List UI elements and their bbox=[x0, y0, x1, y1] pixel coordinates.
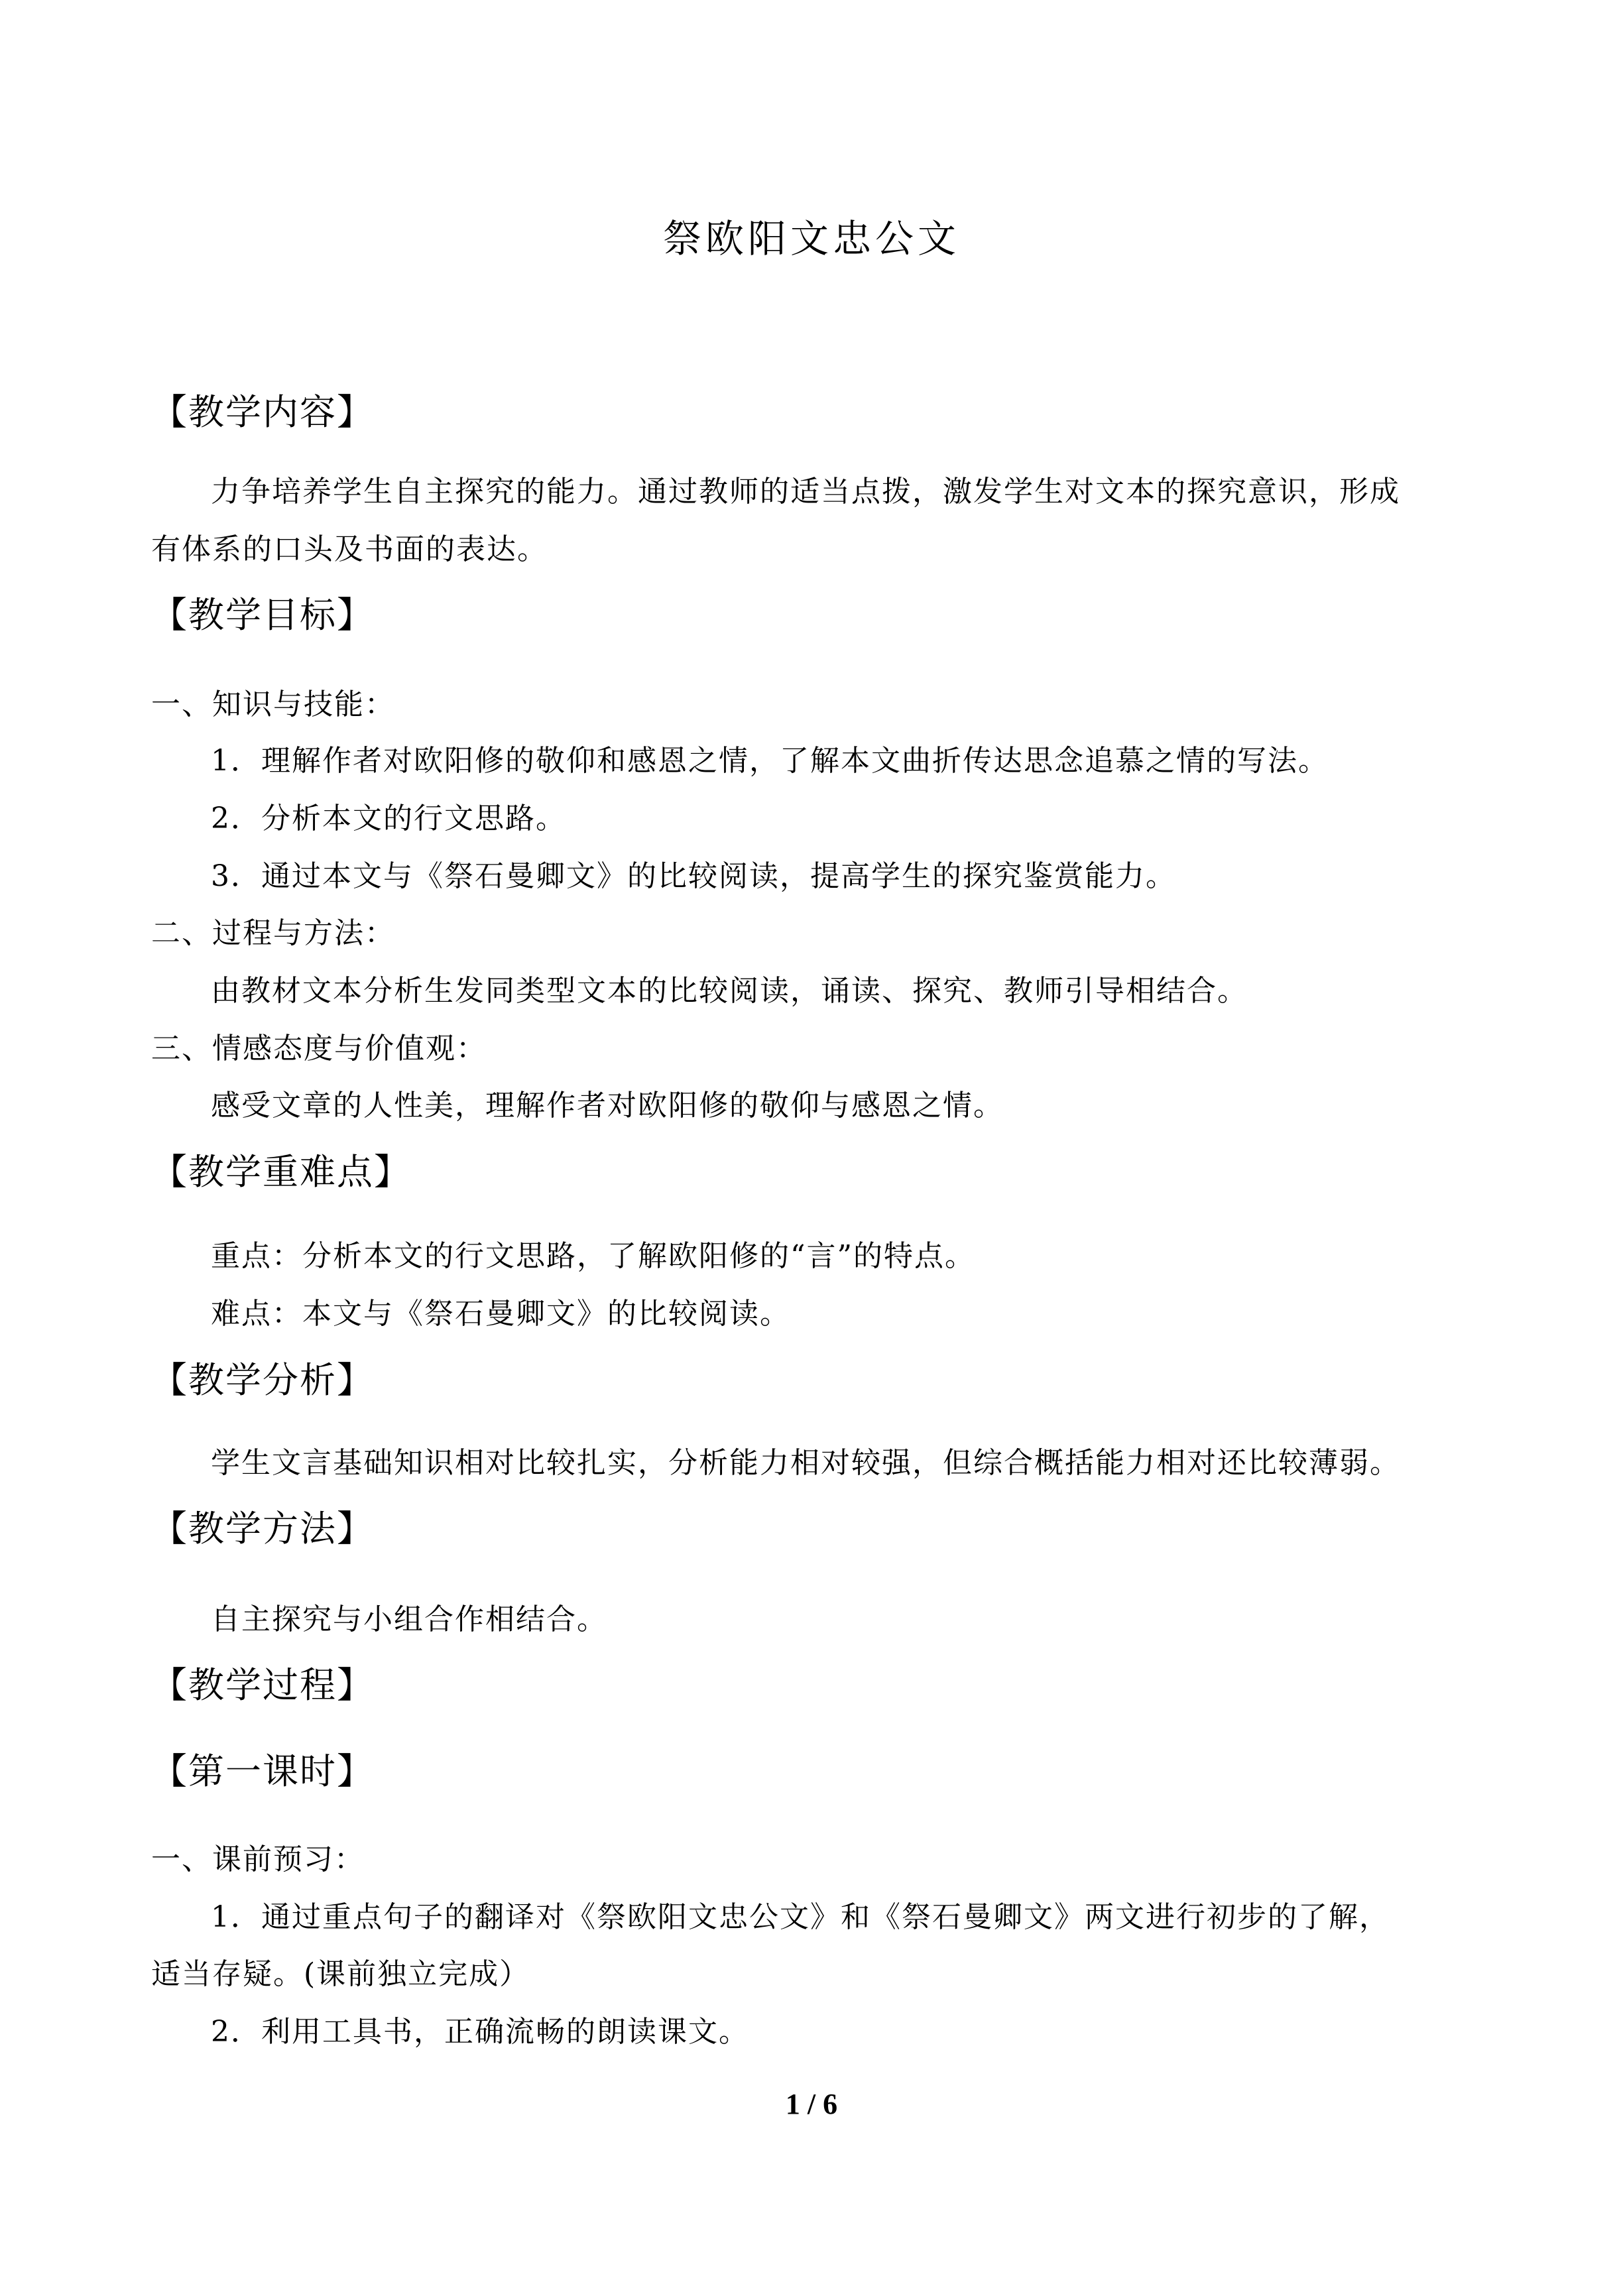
goals-sub1: 一、知识与技能： bbox=[151, 688, 395, 721]
goals-item2: 2．分析本文的行文思路。 bbox=[211, 802, 566, 835]
goals-item1: 1．理解作者对欧阳修的敬仰和感恩之情，了解本文曲折传达思念追慕之情的写法。 bbox=[211, 744, 1329, 778]
goals-item3: 3．通过本文与《祭石曼卿文》的比较阅读，提高学生的探究鉴赏能力。 bbox=[211, 859, 1176, 893]
page-number: 1 / 6 bbox=[785, 2088, 838, 2120]
section-heading-key-points: 【教学重难点】 bbox=[151, 1151, 411, 1193]
section-heading-content: 【教学内容】 bbox=[151, 391, 374, 433]
analysis-text: 学生文言基础知识相对比较扎实，分析能力相对较强，但综合概括能力相对还比较薄弱。 bbox=[211, 1446, 1400, 1480]
difficult-point-text: 难点：本文与《祭石曼卿文》的比较阅读。 bbox=[211, 1297, 790, 1331]
section-heading-goals: 【教学目标】 bbox=[151, 594, 374, 636]
lesson1-item1-line2: 适当存疑。(课前独立完成） bbox=[151, 1957, 530, 1991]
section-heading-analysis: 【教学分析】 bbox=[151, 1359, 374, 1401]
content-paragraph-line2: 有体系的口头及书面的表达。 bbox=[151, 532, 548, 566]
content-paragraph-line1: 力争培养学生自主探究的能力。通过教师的适当点拨，激发学生对文本的探究意识，形成 bbox=[211, 475, 1400, 509]
section-heading-process: 【教学过程】 bbox=[151, 1664, 374, 1706]
document-title: 祭欧阳文忠公文 bbox=[662, 216, 960, 261]
section-heading-method: 【教学方法】 bbox=[151, 1508, 374, 1549]
goals-sub3: 三、情感态度与价值观： bbox=[151, 1032, 487, 1065]
lesson1-sub1: 一、课前预习： bbox=[151, 1843, 365, 1876]
lesson1-item1-line1: 1．通过重点句子的翻译对《祭欧阳文忠公文》和《祭石曼卿文》两文进行初步的了解， bbox=[211, 1900, 1390, 1934]
key-point-text: 重点：分析本文的行文思路，了解欧阳修的“言”的特点。 bbox=[211, 1239, 975, 1273]
goals-sub2-text: 由教材文本分析生发同类型文本的比较阅读，诵读、探究、教师引导相结合。 bbox=[211, 974, 1248, 1008]
lesson1-item2: 2．利用工具书，正确流畅的朗读课文。 bbox=[211, 2015, 749, 2049]
section-heading-lesson1: 【第一课时】 bbox=[151, 1750, 374, 1792]
goals-sub2: 二、过程与方法： bbox=[151, 916, 395, 950]
goals-sub3-text: 感受文章的人性美，理解作者对欧阳修的敬仰与感恩之情。 bbox=[211, 1089, 1004, 1122]
method-text: 自主探究与小组合作相结合。 bbox=[211, 1602, 607, 1636]
